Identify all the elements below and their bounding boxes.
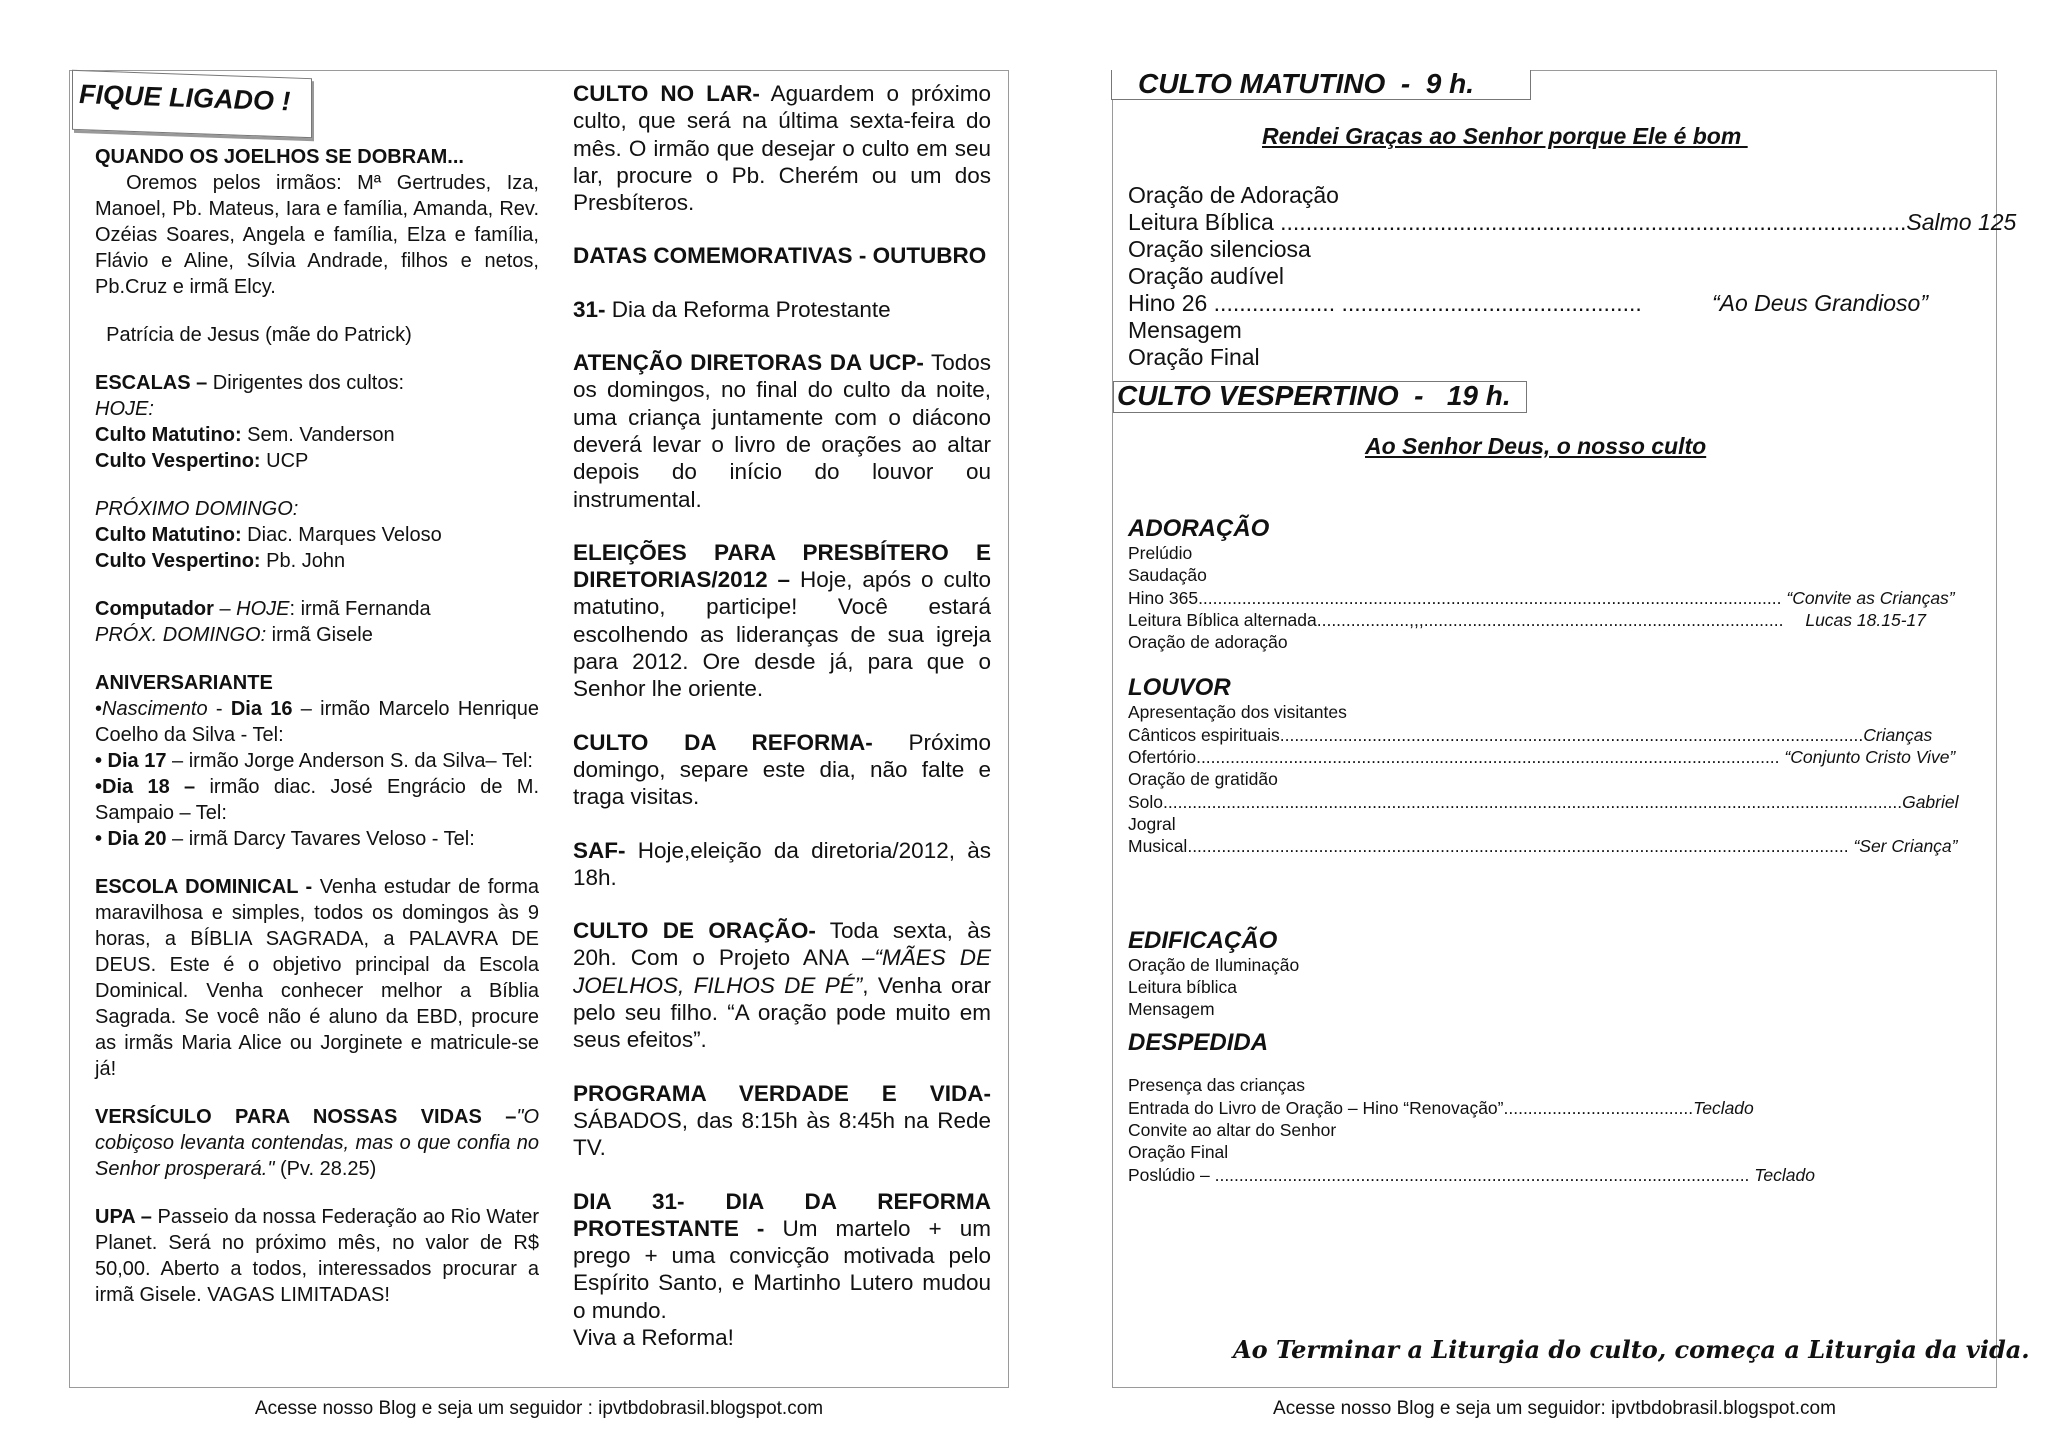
atencao-label: ATENÇÃO DIRETORAS DA UCP- bbox=[573, 350, 924, 376]
proximo-label: PRÓXIMO DOMINGO: bbox=[95, 498, 299, 520]
ebd-section bbox=[95, 874, 539, 1082]
item-dots: ........................................................................................................................................................ bbox=[1163, 791, 1903, 812]
adoracao-item bbox=[1128, 587, 1955, 609]
aniv-sep-1: - bbox=[207, 698, 231, 720]
item-label: Hino 365 bbox=[1128, 587, 1199, 608]
datas-title bbox=[573, 242, 991, 269]
louvor-item bbox=[1128, 835, 1958, 857]
prox-cm: Diac. Marques Veloso bbox=[241, 524, 442, 546]
item-label: Hino 26 bbox=[1128, 290, 1214, 316]
lar-label: CULTO NO LAR- bbox=[573, 81, 760, 106]
dia31-text: Um martelo + um prego + uma convicção motivada pelo Espírito Santo, e Martinho Lutero mudou o mundo. bbox=[573, 1215, 991, 1323]
item-label: Oração Final bbox=[1128, 344, 1260, 370]
footer-left: Acesse nosso Blog e seja um seguidor : ipvtbdobrasil.blogspot.com bbox=[254, 1398, 824, 1419]
computador-section bbox=[95, 596, 539, 648]
adoracao-item bbox=[1128, 542, 1926, 564]
hoje-cv-label: Culto Vespertino: bbox=[95, 450, 261, 472]
vespertino-order bbox=[1128, 515, 1959, 1186]
escalas-text: Dirigentes dos cultos: bbox=[207, 372, 405, 394]
item-dots: ...................,,,.......................................................................... bbox=[1316, 609, 1784, 630]
datas-31-label: 31- bbox=[573, 296, 606, 322]
lar-text: Aguardem o próximo culto, que será na última sexta-feira do mês. O irmão que desejar o culto em seu lar, procure o Pb. Cherém ou um dos Presbíteros. bbox=[573, 81, 991, 216]
aniv-text-1: – irmão Marcelo Henrique Coelho da Silva - Tel: bbox=[95, 698, 539, 746]
reforma-label: CULTO DA REFORMA- bbox=[573, 729, 873, 755]
closing-motto: Ao Terminar a Liturgia do culto, começa a Liturgia da vida. bbox=[1233, 1335, 2030, 1364]
edificacao-title: EDIFICAÇÃO bbox=[1128, 926, 1278, 954]
item-label: Musical bbox=[1128, 836, 1188, 857]
aniv-title: ANIVERSARIANTE bbox=[95, 672, 273, 694]
footer-right: Acesse nosso Blog e seja um seguidor: ipvtbdobrasil.blogspot.com bbox=[1273, 1398, 1836, 1419]
despedida-item bbox=[1128, 1141, 1926, 1163]
hoje-label: HOJE: bbox=[95, 398, 154, 420]
item-label: Apresentação dos visitantes bbox=[1128, 702, 1347, 723]
item-value: Lucas 18.15-17 bbox=[1800, 609, 1926, 630]
item-label: Leitura Bíblica alternada bbox=[1128, 609, 1317, 630]
joelhos-section bbox=[95, 144, 539, 300]
aniv-bullet-1: • bbox=[95, 698, 103, 720]
item-dots: ........................................................................................................................ bbox=[1196, 747, 1780, 768]
hoje-cm: Sem. Vanderson bbox=[241, 424, 395, 446]
item-dots: ....................................... bbox=[1503, 1097, 1694, 1118]
datas-title-text: DATAS COMEMORATIVAS - OUTUBRO bbox=[573, 243, 987, 269]
louvor-item bbox=[1128, 791, 1959, 813]
atencao-text: Todos os domingos, no final do culto da noite, uma criança juntamente com o diácono deverá levar o livro de orações ao altar depois do início do louvor ou instrumental. bbox=[573, 350, 991, 512]
saf-text: Hoje,eleição da diretoria/2012, às 18h. bbox=[573, 837, 991, 890]
left-column-2 bbox=[573, 80, 991, 1351]
adoracao-title: ADORAÇÃO bbox=[1128, 515, 1270, 542]
datas-31 bbox=[573, 296, 991, 323]
computador-hoje-text: : irmã Fernanda bbox=[289, 598, 431, 620]
dia31-label: DIA 31- DIA DA REFORMA PROTESTANTE - bbox=[573, 1188, 991, 1241]
aniv-nascimento: Nascimento bbox=[102, 698, 208, 720]
ebd-label: ESCOLA DOMINICAL - bbox=[95, 876, 313, 898]
vers-label: VERSÍCULO PARA NOSSAS VIDAS – bbox=[95, 1106, 517, 1128]
adoracao-item bbox=[1128, 564, 1926, 586]
adoracao-item bbox=[1128, 609, 1926, 631]
item-dots: ........................................................................................................................................ bbox=[1187, 836, 1849, 857]
louvor-title: LOUVOR bbox=[1128, 674, 1231, 702]
reforma-text: Próximo domingo, separe este dia, não falte e traga visitas. bbox=[573, 729, 991, 810]
hoje-cv: UCP bbox=[260, 450, 309, 472]
matutino-subtitle: Rendei Graças ao Senhor porque Ele é bom bbox=[1262, 123, 1748, 149]
item-label: Entrada do Livro de Oração – Hino “Renovação” bbox=[1128, 1097, 1504, 1118]
fique-ligado-title: FIQUE LIGADO ! bbox=[72, 70, 312, 138]
item-value: Crianças bbox=[1863, 724, 1933, 745]
item-dots: ........................................................................................................................ bbox=[1198, 587, 1782, 608]
aniv-text-2: – irmão Jorge Anderson S. da Silva– Tel: bbox=[166, 750, 533, 772]
item-label: Presença das crianças bbox=[1128, 1075, 1306, 1096]
matutino-order bbox=[1128, 182, 2017, 371]
aniv-dia-17: • Dia 17 bbox=[95, 750, 167, 772]
eleicoes-text: Hoje, após o culto matutino, participe! Você estará escolhendo as lideranças de sua igreja para 2012. Ore desde já, para que o Senhor lhe oriente. bbox=[573, 567, 991, 702]
computador-dash: – bbox=[213, 598, 237, 620]
eleicoes-label: ELEIÇÕES PARA PRESBÍTERO E DIRETORIAS/2012 – bbox=[573, 539, 991, 593]
culto-oracao-section bbox=[573, 917, 991, 1053]
louvor-item bbox=[1128, 724, 1933, 746]
item-value: Gabriel bbox=[1902, 791, 1959, 812]
edificacao-item: Oração de Iluminação bbox=[1128, 954, 1300, 975]
item-dots: .............................................................................................................. bbox=[1214, 1164, 1750, 1185]
programa-label: PROGRAMA VERDADE E VIDA- bbox=[573, 1080, 991, 1106]
vespertino-subtitle: Ao Senhor Deus, o nosso culto bbox=[1365, 433, 1707, 459]
vers-text: "O cobiçoso levanta contendas, mas o que confia no Senhor prosperará." bbox=[95, 1106, 539, 1180]
prox-cm-label: Culto Matutino: bbox=[95, 524, 242, 546]
versiculo-section bbox=[95, 1104, 539, 1182]
item-value: “Conjunto Cristo Vive” bbox=[1779, 747, 1956, 768]
aniv-dia-18: •Dia 18 – bbox=[95, 776, 196, 798]
culto-matutino-title: CULTO MATUTINO - 9 h. bbox=[1111, 70, 1531, 100]
dia31-section bbox=[573, 1188, 991, 1352]
ebd-text: Venha estudar de forma maravilhosa e simples, todos os domingos às 9 horas, a BÍBLIA SAGRADA, a PALAVRA DE DEUS. Este é o objetivo principal da Escola Dominical. Venha conhecer melhor a Bíblia Sagrada. Se você não é aluno da EBD, procure as irmãs Maria Alice ou Jorginete e matricule-se já! bbox=[95, 876, 539, 1080]
joelhos-text: Oremos pelos irmãos: Mª Gertrudes, Iza, Manoel, Pb. Mateus, Iara e família, Amanda, Rev. Ozéias Soares, Angela e família, Elza e família, Flávio e Aline, Sílvia Andrade, filhos e netos, Pb.Cruz e irmã Elcy. bbox=[95, 172, 539, 298]
item-dots: ........................................................................................................................ bbox=[1279, 724, 1864, 745]
matutino-item bbox=[1128, 344, 1928, 371]
item-dots: ................... ............................................... bbox=[1213, 290, 1642, 316]
prox-cv: Pb. John bbox=[260, 550, 346, 572]
culto-vespertino-title: CULTO VESPERTINO - 19 h. bbox=[1113, 381, 1527, 413]
item-label: Oração de gratidão bbox=[1128, 769, 1278, 790]
despedida-item bbox=[1128, 1119, 1926, 1141]
edificacao-item: Leitura bíblica bbox=[1128, 976, 1237, 997]
upa-label: UPA – bbox=[95, 1206, 152, 1228]
computador-prox-text: irmã Gisele bbox=[266, 624, 373, 646]
datas-31-text: Dia da Reforma Protestante bbox=[605, 296, 891, 322]
item-label: Oração Final bbox=[1128, 1142, 1229, 1163]
matutino-item bbox=[1128, 263, 1928, 290]
joelhos-extra bbox=[95, 322, 539, 348]
louvor-item bbox=[1128, 701, 1926, 723]
item-label: Prelúdio bbox=[1128, 543, 1193, 563]
saf-label: SAF- bbox=[573, 837, 626, 863]
despedida-item bbox=[1128, 1164, 1926, 1186]
item-value: “Ao Deus Grandioso” bbox=[1705, 290, 1928, 316]
oracao-text2: , Venha orar pelo seu filho. “A oração pode muito em seus efeitos”. bbox=[573, 972, 991, 1053]
proximo-section bbox=[95, 496, 539, 574]
despedida-item bbox=[1128, 1074, 1926, 1096]
saf-section bbox=[573, 837, 991, 892]
upa-section bbox=[95, 1204, 539, 1308]
aniv-text-4: – irmã Darcy Tavares Veloso - Tel: bbox=[166, 828, 475, 850]
item-label: Ofertório bbox=[1128, 747, 1197, 768]
matutino-item bbox=[1128, 290, 1928, 317]
computador-prox: PRÓX. DOMINGO: bbox=[95, 624, 267, 646]
item-label: Jogral bbox=[1128, 813, 1176, 834]
aniversariante-section bbox=[95, 670, 539, 852]
item-label: Oração de adoração bbox=[1128, 632, 1288, 653]
programa-section bbox=[573, 1080, 991, 1162]
computador-label: Computador bbox=[95, 598, 214, 620]
upa-text: Passeio da nossa Federação ao Rio Water Planet. Será no próximo mês, no valor de R$ 50,00. Aberto a todos, interessados procurar a irmã Gisele. VAGAS LIMITADAS! bbox=[95, 1206, 539, 1306]
vers-ref: (Pv. 28.25) bbox=[274, 1158, 377, 1180]
louvor-item bbox=[1128, 746, 1956, 768]
item-label: Cânticos espirituais bbox=[1128, 724, 1280, 745]
item-label: Mensagem bbox=[1128, 317, 1242, 343]
item-value: Salmo 125 bbox=[1906, 209, 2017, 235]
item-label: Convite ao altar do Senhor bbox=[1128, 1120, 1337, 1141]
eleicoes-section bbox=[573, 539, 991, 703]
matutino-item bbox=[1128, 209, 2017, 236]
item-label: Leitura Bíblica bbox=[1128, 209, 1281, 235]
adoracao-item bbox=[1128, 631, 1926, 653]
culto-lar-section bbox=[573, 80, 991, 216]
hoje-cm-label: Culto Matutino: bbox=[95, 424, 242, 446]
prox-cv-label: Culto Vespertino: bbox=[95, 550, 261, 572]
item-value: Teclado bbox=[1749, 1164, 1815, 1185]
item-label: Saudação bbox=[1128, 565, 1207, 586]
item-label: Oração silenciosa bbox=[1128, 236, 1311, 262]
item-dots: .................................................................................................. bbox=[1280, 209, 1907, 235]
computador-hoje: HOJE bbox=[236, 598, 290, 620]
atencao-section bbox=[573, 349, 991, 513]
louvor-item bbox=[1128, 768, 1926, 790]
oracao-label: CULTO DE ORAÇÃO- bbox=[573, 918, 816, 944]
matutino-item bbox=[1128, 236, 1928, 263]
louvor-item bbox=[1128, 813, 1926, 835]
aniv-dia-20: • Dia 20 bbox=[95, 828, 167, 850]
item-value: Teclado bbox=[1693, 1097, 1754, 1118]
escalas-label: ESCALAS – bbox=[95, 372, 208, 394]
item-value: “Ser Criança” bbox=[1848, 836, 1958, 857]
matutino-item bbox=[1128, 182, 1928, 209]
left-column-1 bbox=[95, 144, 539, 1308]
programa-text: SÁBADOS, das 8:15h às 8:45h na Rede TV. bbox=[573, 1107, 991, 1161]
item-label: Oração de Adoração bbox=[1128, 182, 1339, 208]
item-value: “Convite as Crianças” bbox=[1781, 587, 1955, 608]
escalas-section bbox=[95, 370, 539, 474]
item-label: Poslúdio – bbox=[1128, 1164, 1215, 1185]
edificacao-item: Mensagem bbox=[1128, 999, 1215, 1020]
dia31-end: Viva a Reforma! bbox=[573, 1324, 734, 1350]
despedida-title: DESPEDIDA bbox=[1128, 1029, 1269, 1057]
joelhos-title: QUANDO OS JOELHOS SE DOBRAM... bbox=[95, 146, 464, 168]
item-label: Solo bbox=[1128, 791, 1164, 812]
aniv-text-3: irmão diac. José Engrácio de M. Sampaio – Tel: bbox=[95, 776, 540, 824]
joelhos-extra-text: Patrícia de Jesus (mãe do Patrick) bbox=[106, 324, 412, 346]
culto-reforma-section bbox=[573, 729, 991, 811]
oracao-italic: “MÃES DE JOELHOS, FILHOS DE PÉ” bbox=[573, 945, 991, 998]
despedida-item bbox=[1128, 1097, 1926, 1119]
item-label: Oração audível bbox=[1128, 263, 1284, 289]
aniv-dia-16: Dia 16 bbox=[230, 698, 293, 720]
oracao-text1: Toda sexta, às 20h. Com o Projeto ANA – bbox=[573, 918, 991, 971]
matutino-item bbox=[1128, 317, 1928, 344]
